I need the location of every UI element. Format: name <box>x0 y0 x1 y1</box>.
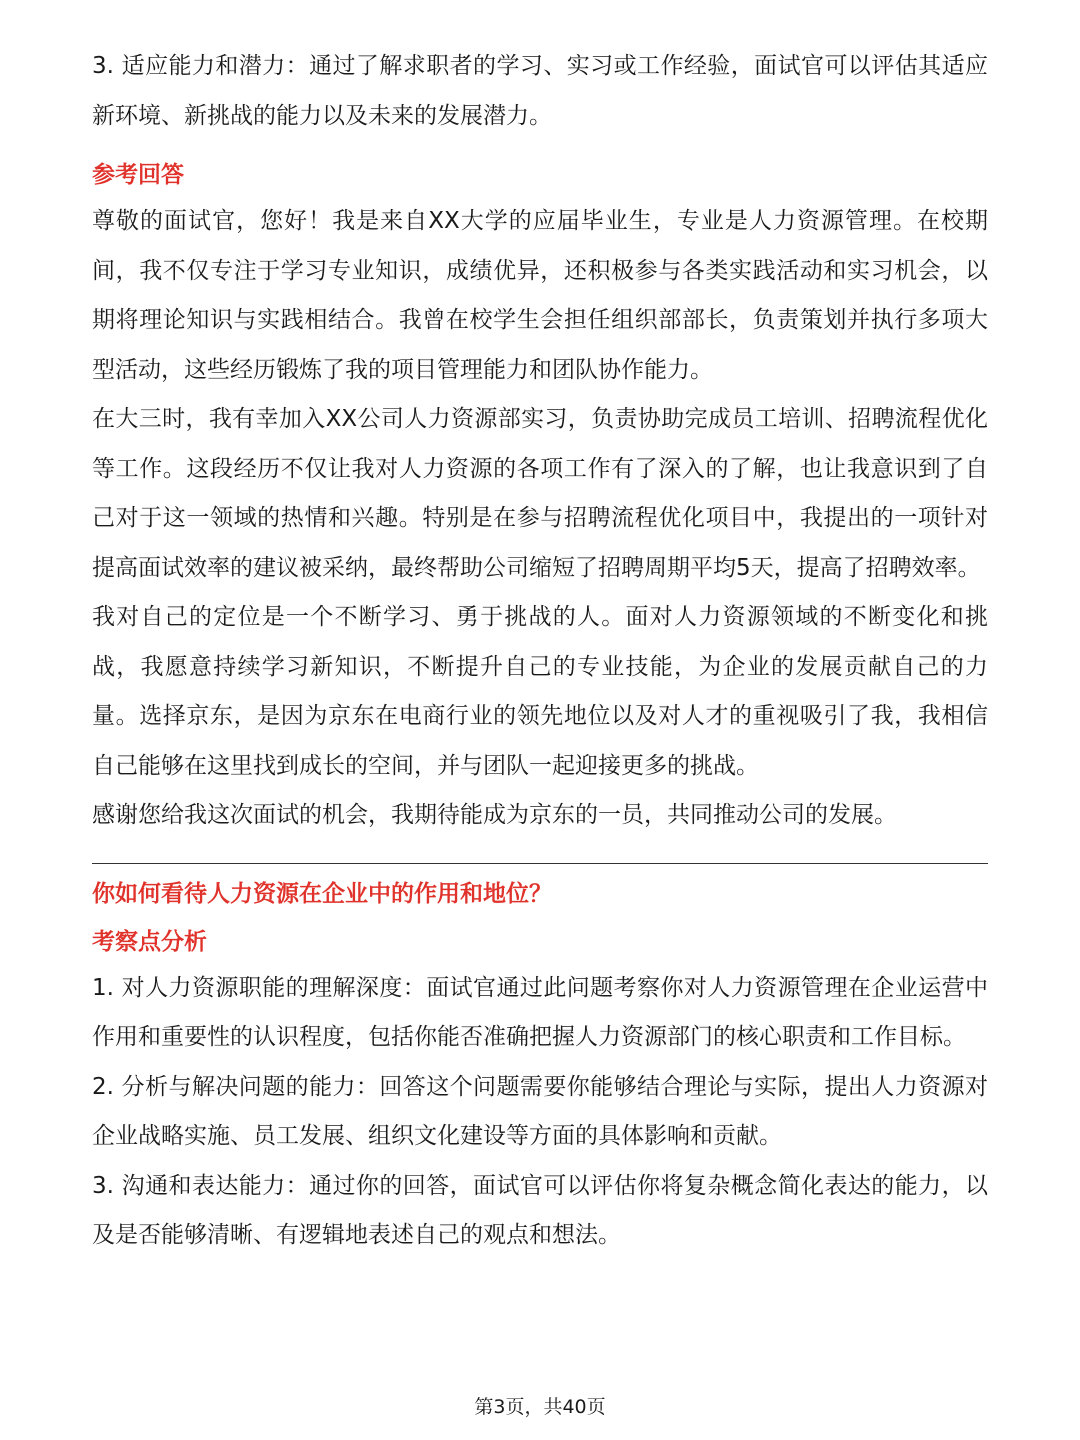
answer-paragraph: 感谢您给我这次面试的机会，我期待能成为京东的一员，共同推动公司的发展。 <box>92 802 897 828</box>
reference-answer-heading: 参考回答 <box>92 162 184 188</box>
answer-paragraph: 尊敬的面试官，您好！我是来自XX大学的应届毕业生，专业是人力资源管理。在校期间，我不仅专注于学习专业知识，成绩优异，还积极参与各类实践活动和实习机会，以期将理论知识与实践相结合。我曾在校学生会担任组织部部长，负责策划并执行多项大型活动，这些经历锻炼了我的项目管理能力和团队协作能力。 <box>92 208 988 383</box>
page-footer: 第3页，共40页 <box>474 1396 606 1418</box>
section-divider <box>92 863 988 864</box>
top-item: 3. 适应能力和潜力：通过了解求职者的学习、实习或工作经验，面试官可以评估其适应新环境、新挑战的能力以及未来的发展潜力。 <box>92 53 988 129</box>
analysis-item: 1. 对人力资源职能的理解深度：面试官通过此问题考察你对人力资源管理在企业运营中作用和重要性的认识程度，包括你能否准确把握人力资源部门的核心职责和工作目标。 <box>92 974 988 1050</box>
answer-paragraph: 在大三时，我有幸加入XX公司人力资源部实习，负责协助完成员工培训、招聘流程优化等工作。这段经历不仅让我对人力资源的各项工作有了深入的了解，也让我意识到了自己对于这一领域的热情和兴趣。特别是在参与招聘流程优化项目中，我提出的一项针对提高面试效率的建议被采纳，最终帮助公司缩短了招聘周期平均5天，提高了招聘效率。 <box>92 406 988 581</box>
analysis-item: 3. 沟通和表达能力：通过你的回答，面试官可以评估你将复杂概念简化表达的能力，以及是否能够清晰、有逻辑地表述自己的观点和想法。 <box>92 1172 988 1248</box>
document-page <box>92 42 988 1261</box>
analysis-heading: 考察点分析 <box>92 928 207 955</box>
question-heading: 你如何看待人力资源在企业中的作用和地位？ <box>92 880 552 907</box>
analysis-list <box>92 964 988 1261</box>
answer-body <box>92 197 988 841</box>
answer-paragraph: 我对自己的定位是一个不断学习、勇于挑战的人。面对人力资源领域的不断变化和挑战，我愿意持续学习新知识，不断提升自己的专业技能，为企业的发展贡献自己的力量。选择京东，是因为京东在电商行业的领先地位以及对人才的重视吸引了我，我相信自己能够在这里找到成长的空间，并与团队一起迎接更多的挑战。 <box>92 604 988 779</box>
analysis-item: 2. 分析与解决问题的能力：回答这个问题需要你能够结合理论与实际，提出人力资源对企业战略实施、员工发展、组织文化建设等方面的具体影响和贡献。 <box>92 1073 988 1149</box>
